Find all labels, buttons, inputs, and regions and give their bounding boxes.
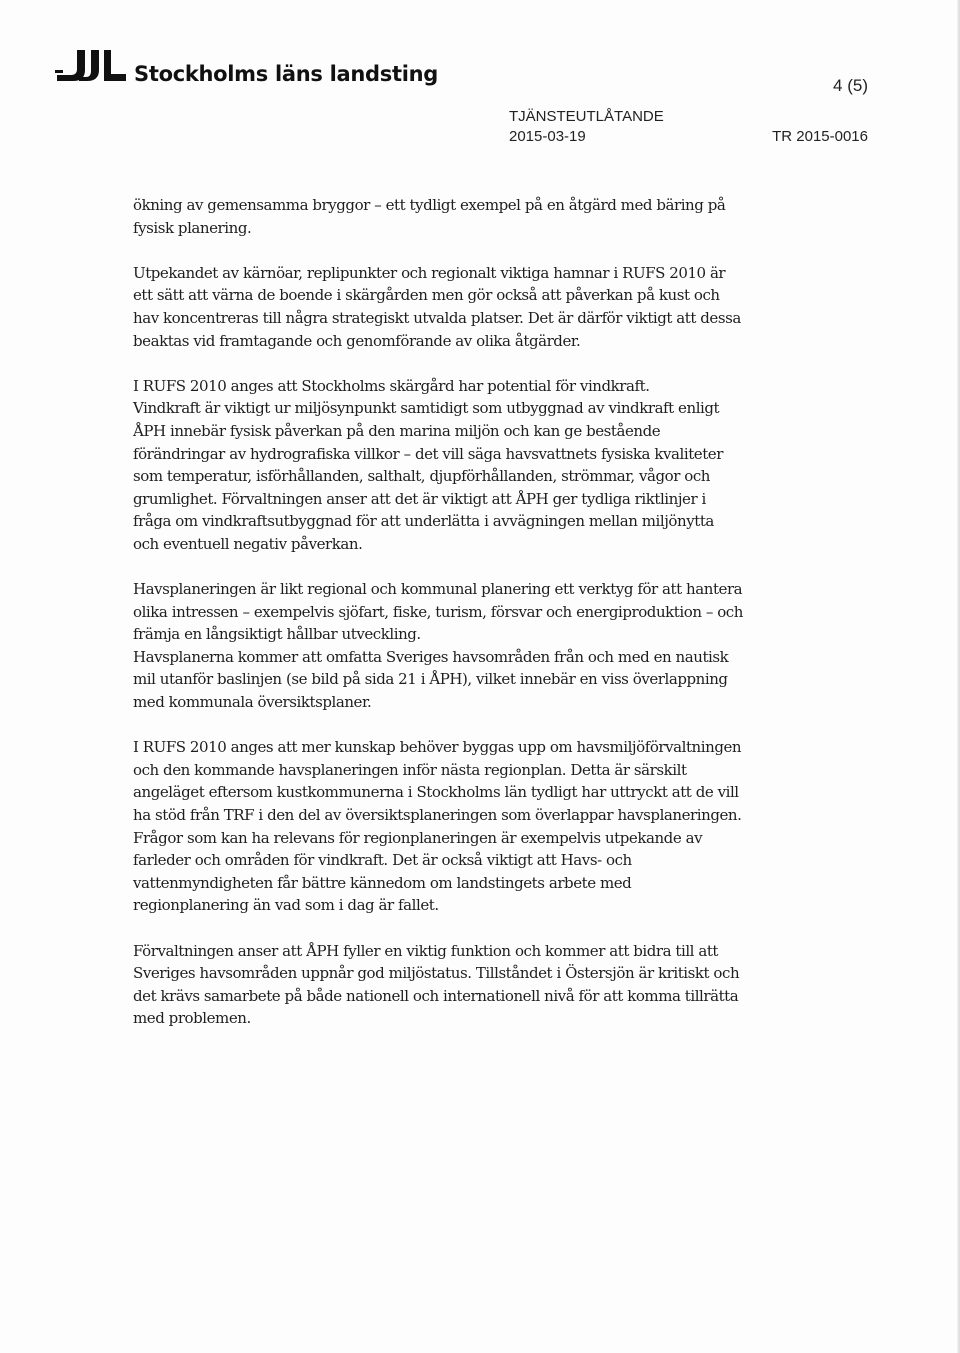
landsting-logo-icon <box>55 48 127 82</box>
document-type: TJÄNSTEUTLÅTANDE <box>509 108 664 125</box>
paragraph: Förvaltningen anser att ÅPH fyller en viktig funktion och kommer att bidra till att Sveriges havsområden uppnår god miljöstatus. Tillståndet i Östersjön är kritiskt och det krävs samarbete på både nationell och internationell nivå för att komma tillrätta med problemen. <box>133 941 740 1028</box>
document-body <box>133 194 743 1053</box>
page-number: 4 (5) <box>833 76 868 95</box>
paragraph: Vindkraft är viktigt ur miljösynpunkt samtidigt som utbyggnad av vindkraft enligt ÅPH innebär fysisk påverkan på den marina miljön och kan ge bestående förändringar av hydrografiska villkor – det vill säga havsvattnets fysiska kvaliteter som temperatur, isförhållanden, salthalt, djupförhållanden, strömmar, vågor och grumlighet. Förvaltningen anser att det är viktigt att ÅPH ger tydliga riktlinjer i fråga om vindkraftsutbyggnad för att underlätta i avvägningen mellan miljönytta och eventuell negativ påverkan. <box>133 399 723 553</box>
document-reference: TR 2015-0016 <box>772 128 868 145</box>
paragraph: I RUFS 2010 anges att Stockholms skärgård har potential för vindkraft. <box>133 376 650 395</box>
document-header <box>0 0 960 160</box>
paragraph: Utpekandet av kärnöar, replipunkter och regionalt viktiga hamnar i RUFS 2010 är ett sätt att värna de boende i skärgården men gör också att påverkan på kust och hav koncentreras till några strategiskt utvalda platser. Det är därför viktigt att dessa beaktas vid framtagande och genomförande av olika åtgärder. <box>133 263 741 350</box>
paragraph: Havsplanerna kommer att omfatta Sveriges havsområden från och med en nautisk mil utanför baslinjen (se bild på sida 21 i ÅPH), vilket innebär en viss överlappning med kommunala översiktsplaner. <box>133 647 729 712</box>
organization-name: Stockholms läns landsting <box>134 62 438 86</box>
paragraph: ökning av gemensamma bryggor – ett tydligt exempel på en åtgärd med bäring på fysisk planering. <box>133 196 726 237</box>
paragraph: I RUFS 2010 anges att mer kunskap behöver byggas upp om havsmiljöförvaltningen och den kommande havsplaneringen inför nästa regionplan. Detta är särskilt angeläget eftersom kustkommunerna i Stockholms län tydligt har uttryckt att de vill ha stöd från TRF i den del av översiktsplaneringen som överlappar havsplaneringen. Frågor som kan ha relevans för regionplaneringen är exempelvis utpekande av farleder och områden för vindkraft. Det är också viktigt att Havs- och vattenmyndigheten får bättre kännedom om landstingets arbete med regionplanering än vad som i dag är fallet. <box>133 738 742 915</box>
paragraph: Havsplaneringen är likt regional och kommunal planering ett verktyg för att hantera olika intressen – exempelvis sjöfart, fiske, turism, försvar och energiproduktion – och främja en långsiktigt hållbar utveckling. <box>133 580 743 644</box>
document-date: 2015-03-19 <box>509 128 586 145</box>
